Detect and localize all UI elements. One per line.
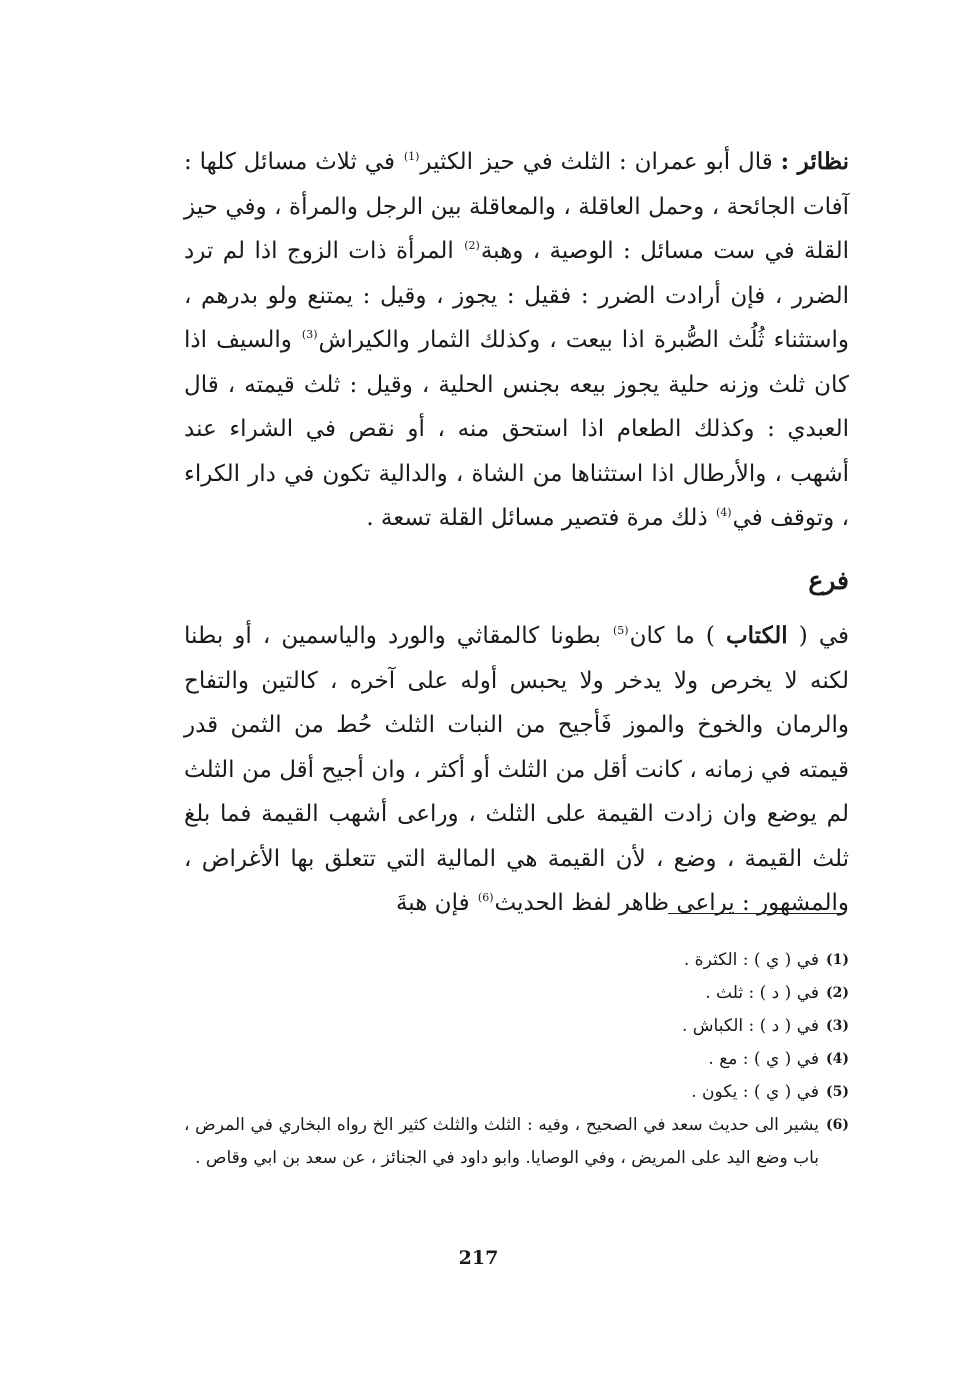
footnote-ref[interactable]: (5) xyxy=(612,624,629,637)
paragraph-text: المرأة ذات الزوج اذا لم ترد الضرر ، فإن أرادت الضرر : فقيل : يجوز ، وقيل : يمتنع ولو بدرهم ، واستثناء ثُلُث الصُّبرة اذا بيعت ، وكذلك الثمار والكيراش xyxy=(184,238,850,353)
footnote-item xyxy=(184,1043,849,1076)
footnote-ref[interactable]: (4) xyxy=(716,506,732,519)
page-number: 217 xyxy=(458,1247,499,1269)
footnote-item xyxy=(184,977,849,1010)
footnote-item xyxy=(184,1010,849,1043)
section-heading: فرع xyxy=(808,566,849,595)
footnote-text: يشير الى حديث سعد في الصحيح ، وفيه : الثلث والثلث كثير الخ رواه البخاري في المرض ، باب وضع اليد على المريض ، وفي الوصايا. وابو داود في الجنائز ، عن سعد بن ابي وقاص . xyxy=(184,1115,819,1168)
footnote-ref[interactable]: (3) xyxy=(301,328,318,341)
paragraph-far xyxy=(184,614,849,926)
footnote-ref[interactable]: (2) xyxy=(464,239,480,252)
paragraph-text: والسيف اذا كان ثلث وزنه حلية يجوز بيعه بجنس الحلية ، وقيل : ثلث قيمته ، قال العبدي : وكذلك الطعام اذا استحق منه ، أو نقص في الشراء عند أشهب ، والأرطال اذا استثناها من الشاة ، والدالية تكون في دار الكراء ، وتوقف في xyxy=(184,327,849,531)
footnote-number: (2) xyxy=(826,985,849,1001)
paragraph-text: في ( xyxy=(787,623,849,649)
footnote-divider xyxy=(668,913,845,914)
paragraph-text: ذلك مرة فتصير مسائل القلة تسعة . xyxy=(366,505,708,531)
footnote-item xyxy=(184,1076,849,1109)
paragraph-text: في ثلاث مسائل كلها : آفات الجائحة ، وحمل العاقلة ، والمعاقلة بين الرجل والمرأة ، وفي حيز القلة في ست مسائل : الوصية ، وهبة xyxy=(184,149,850,264)
book-title: الكتاب xyxy=(725,622,788,649)
footnote-item xyxy=(184,944,849,977)
footnote-text: في ( ي ) : يكون . xyxy=(691,1082,819,1102)
footnote-number: (5) xyxy=(826,1084,849,1100)
footnote-text: في ( د ) : الكباش . xyxy=(681,1016,819,1036)
footnote-number: (4) xyxy=(826,1051,849,1067)
paragraph-text: قال أبو عمران : الثلث في حيز الكثير xyxy=(420,149,773,175)
footnotes xyxy=(184,944,849,1175)
footnote-number: (1) xyxy=(826,952,849,968)
footnote-text: في ( ي ) : مع . xyxy=(708,1049,819,1069)
footnote-ref[interactable]: (6) xyxy=(477,891,494,904)
footnote-number: (3) xyxy=(826,1018,849,1034)
paragraph-nazair xyxy=(184,140,849,541)
paragraph-text: فإن هبةَ xyxy=(395,890,470,916)
paragraph-lead-word: نظائر : xyxy=(780,148,850,175)
footnote-item xyxy=(184,1109,849,1175)
footnote-text: في ( د ) : ثلث . xyxy=(705,983,819,1003)
footnote-text: في ( ي ) : الكثرة . xyxy=(683,950,819,970)
paragraph-text: ) ما كان xyxy=(629,623,726,649)
footnote-number: (6) xyxy=(826,1117,849,1133)
footnote-ref[interactable]: (1) xyxy=(403,150,420,163)
paragraph-text: بطونا كالمقاثي والورد والياسمين ، أو بطنا لكنه لا يخرص ولا يدخر ولا يحبس أوله على آخره ، كالتين والتفاح والرمان والخوخ والموز فَأجيح من النبات الثلث حُط من الثمن قدر قيمته في زمانه ، كانت أقل من الثلث أو أكثر ، وان أجيح أقل من الثلث لم يوضع وان زادت القيمة على الثلث ، وراعى أشهب القيمة فما بلغ ثلث القيمة ، وضع ، لأن القيمة هي المالية التي تتعلق بها الأغراض ، والمشهور : يراعى ظاهر لفظ الحديث xyxy=(184,623,849,916)
